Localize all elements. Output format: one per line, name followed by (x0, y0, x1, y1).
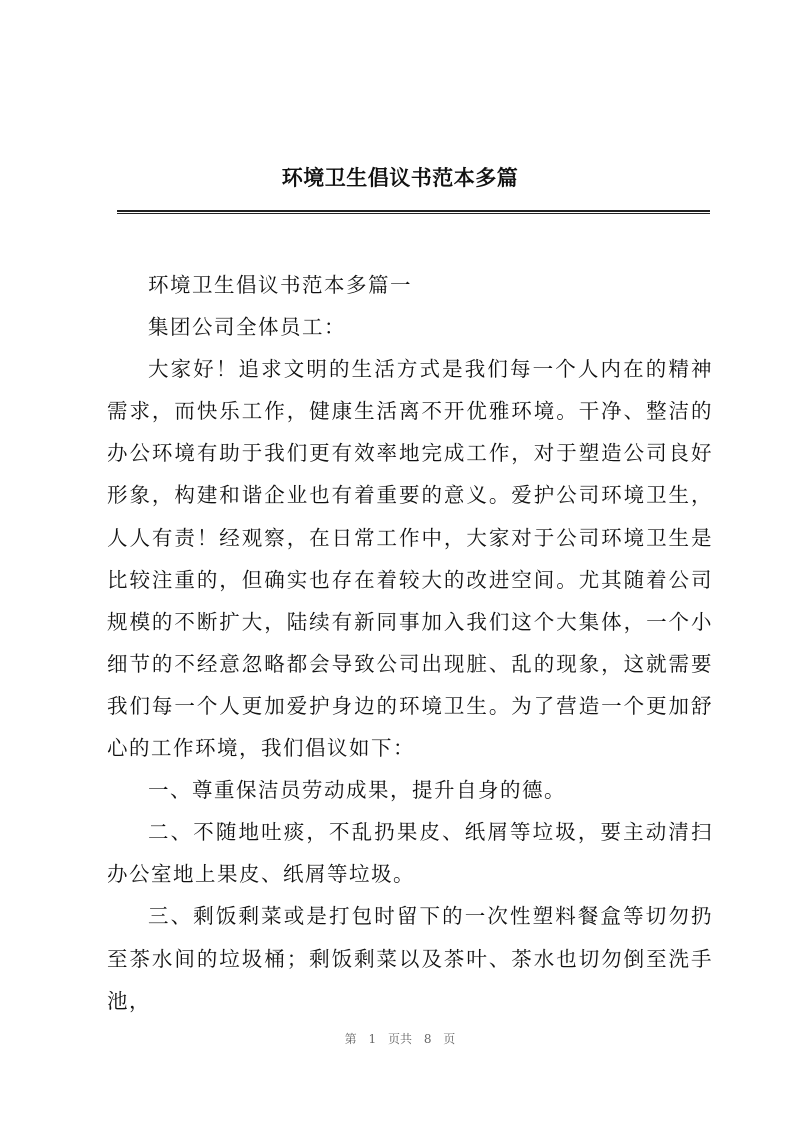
proposal-item-3: 三、剩饭剩菜或是打包时留下的一次性塑料餐盒等切勿扔至茶水间的垃圾桶；剩饭剩菜以及茶叶、茶水也切勿倒至洗手池， (107, 904, 713, 1013)
intro-paragraph: 大家好！追求文明的生活方式是我们每一个人内在的精神需求，而快乐工作，健康生活离不开优雅环境。干净、整洁的办公环境有助于我们更有效率地完成工作，对于塑造公司良好形象，构建和谐企业也有着重要的意义。爱护公司环境卫生，人人有责！经观察，在日常工作中，大家对于公司环境卫生是比较注重的，但确实也存在着较大的改进空间。尤其随着公司规模的不断扩大，陆续有新同事加入我们这个大集体，一个小细节的不经意忽略都会导致公司出现脏、乱的现象，这就需要我们每一个人更加爱护身边的环境卫生。为了营造一个更加舒心的工作环境，我们倡议如下： (107, 357, 713, 761)
footer-total-pages: 8 (423, 1032, 432, 1046)
footer-middle: 页共 (387, 1032, 412, 1046)
footer-suffix: 页 (443, 1032, 456, 1046)
title-divider (117, 210, 710, 214)
page-footer (0, 1031, 800, 1047)
proposal-item-2: 二、不随地吐痰，不乱扔果皮、纸屑等垃圾，要主动清扫办公室地上果皮、纸屑等垃圾。 (107, 820, 713, 887)
footer-page-number: 1 (368, 1032, 377, 1046)
proposal-item-1: 一、尊重保洁员劳动成果，提升自身的德。 (148, 778, 566, 803)
footer-prefix: 第 (344, 1032, 357, 1046)
section-heading: 环境卫生倡议书范本多篇一 (148, 273, 412, 297)
document-body (107, 264, 713, 1022)
salutation: 集团公司全体员工： (148, 315, 346, 340)
document-title: 环境卫生倡议书范本多篇 (281, 166, 519, 190)
